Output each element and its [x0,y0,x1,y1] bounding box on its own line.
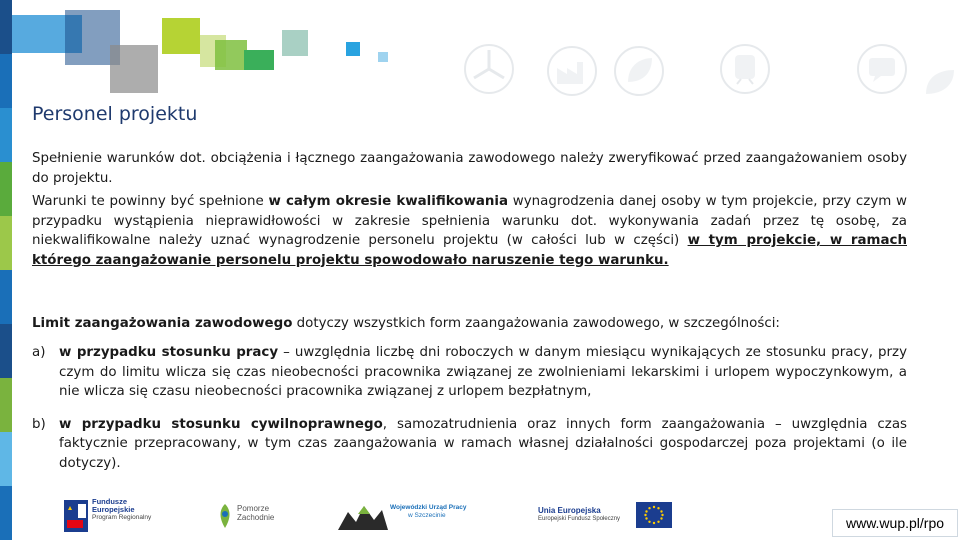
ue-line2: Europejski Fundusz Społeczny [538,516,621,522]
wind-turbine-icon [462,42,516,96]
paragraph-conditions-part1: Warunki te powinny być spełnione [32,194,269,209]
left-bar-segment [0,324,12,378]
fundusze-line1: Fundusze [92,497,127,506]
list-item-marker: b) [32,416,46,432]
paragraph-limit-text: dotyczy wszystkich form zaangażowania zawodowego, w szczególności: [292,316,780,331]
fundusze-line2: Europejskie [92,505,135,514]
list-item-bold: w przypadku stosunku cywilnoprawnego [59,416,383,432]
list-item [32,343,907,402]
forms-list [32,343,907,473]
wup-logo [338,498,488,534]
pomorze-line2: Zachodnie [237,513,275,522]
left-color-bar [0,0,12,540]
leaf-icon [612,44,666,98]
train-icon [718,42,772,96]
page-title: Personel projektu [32,103,198,125]
unia-europejska-logo [538,500,678,534]
paragraph-conditions-underlined: w tym projekcie, w ramach którego zaangażowanie personelu projektu spowodowało naruszenie tego warunku. [32,233,907,268]
chat-icon [855,42,909,96]
left-bar-segment [0,162,12,216]
list-item-text: , samozatrudnienia oraz innych form zaangażowania – uwzględnia czas faktycznie przepracowany, w tym czas zaangażowania w ramach własnej działalności gospodarczej poza projektami (o ile dotyczy). [59,416,908,471]
paragraph-conditions-part2: wynagrodzenia danej osoby w tym projekcie, przy czym w przypadku wystąpienia nieprawidłowości w zakresie spełnienia warunku dot. wykonywania zadań przez tę osobę, za niekwalifikowalne należy uznać wynagrodzenie personelu projektu (w całości lub w części) [32,194,907,248]
left-bar-segment [0,216,12,270]
eu-flag-icon [636,502,672,528]
left-bar-segment [0,108,12,162]
website-url[interactable]: www.wup.pl/rpo [832,509,958,537]
left-bar-segment [0,432,12,486]
left-bar-segment [0,54,12,108]
paragraph-conditions [32,192,907,270]
list-item-bold: w przypadku stosunku pracy [59,345,279,360]
fundusze-logo-icon [64,500,88,532]
fundusze-line3: Program Regionalny [92,514,152,521]
footer-logos [0,490,960,540]
pomorze-logo-icon [215,502,235,530]
paragraph-limit-bold: Limit zaangażowania zawodowego [32,316,293,331]
left-bar-segment [0,378,12,432]
list-item-text: – uwzględnia liczbę dni roboczych w danym miesiącu wynikających ze stosunku pracy, przy czym do limitu wlicza się czas nieobecności pracownika związanej ze zwolnieniami lekarskimi i urlopem wypoczynkowym, a nie wlicza się czasu nieobecności pracownika związanej z urlopem bezpłatnym, [59,345,907,399]
industry-icon [545,44,599,98]
fundusze-europejskie-logo [64,498,164,534]
pomorze-zachodnie-logo [215,500,285,534]
ue-line1: Unia Europejska [538,506,601,515]
left-bar-segment [0,0,12,54]
wup-line1: Wojewódzki Urząd Pracy [390,504,467,511]
list-item-marker: a) [32,345,46,360]
left-bar-segment [0,270,12,324]
leaf-icon-2 [920,60,960,100]
wup-logo-icon [338,500,388,532]
list-item [32,415,907,474]
pomorze-line1: Pomorze [237,504,270,513]
paragraph-verification: Spełnienie warunków dot. obciążenia i łącznego zaangażowania zawodowego należy zweryfikować przed zaangażowaniem osoby do projektu. [32,151,907,186]
paragraph-conditions-bold: w całym okresie kwalifikowania [268,194,509,209]
wup-line2: w Szczecinie [408,512,446,519]
paragraph-limit [32,314,907,334]
